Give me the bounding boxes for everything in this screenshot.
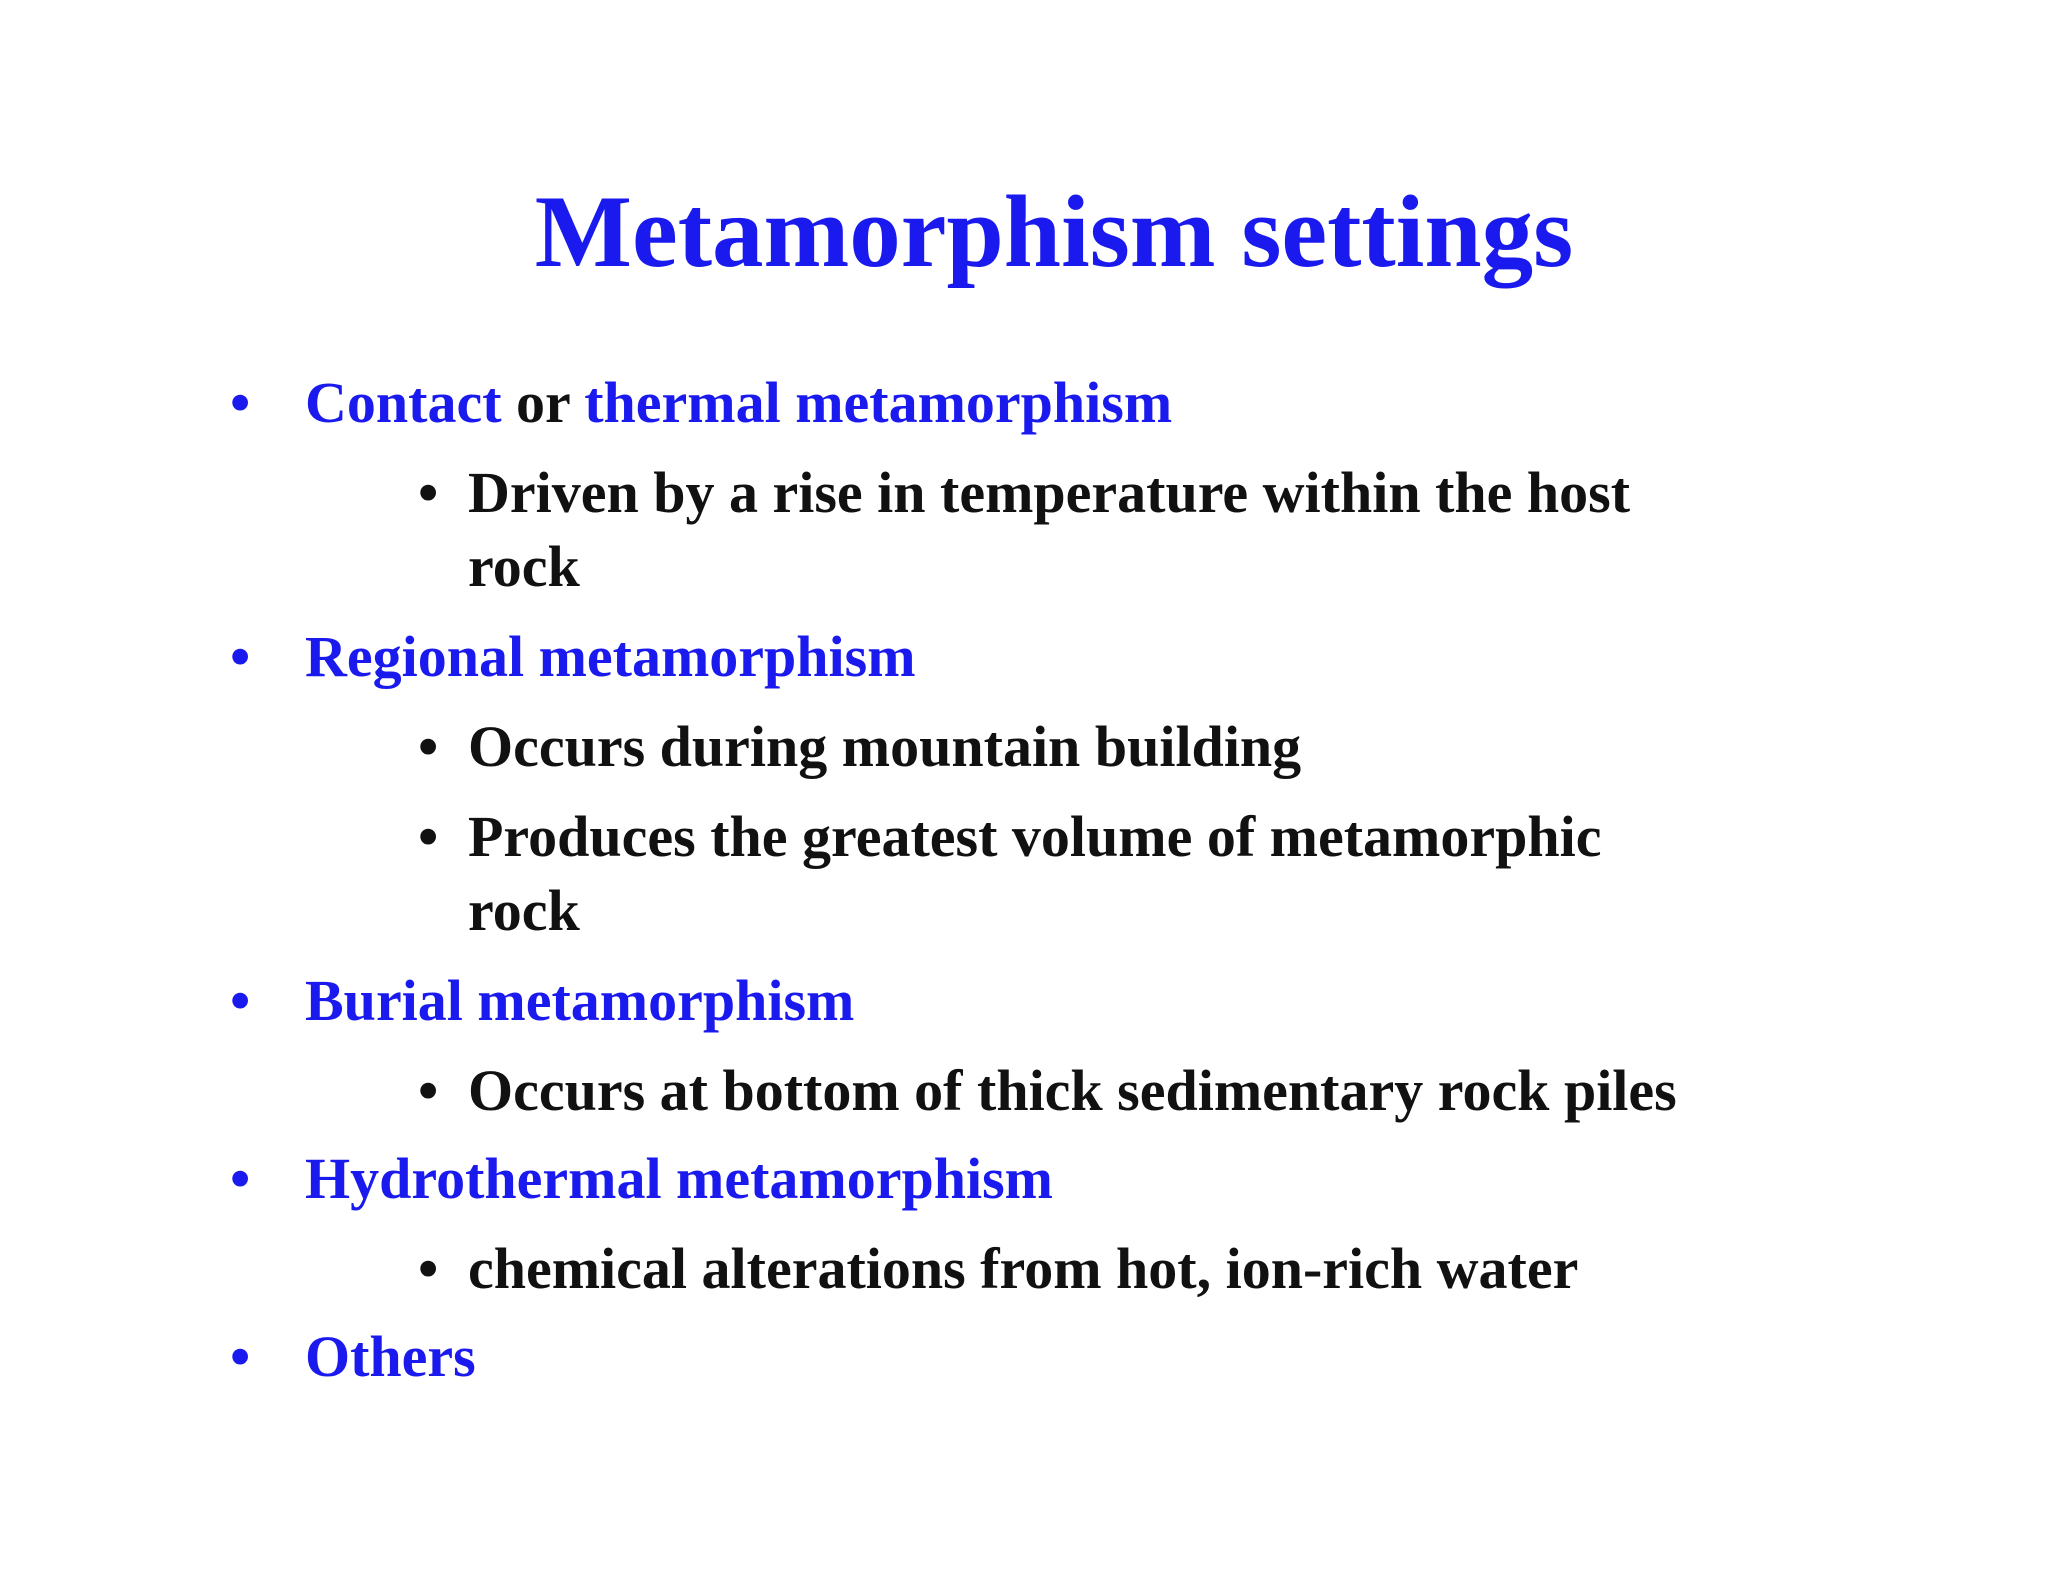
bullet-text: Hydrothermal metamorphism bbox=[305, 1146, 1053, 1211]
bullet-icon: • bbox=[230, 370, 251, 435]
sub-bullet-text: Occurs at bottom of thick sedimentary rock piles bbox=[468, 1058, 1677, 1123]
sub-line: rock bbox=[468, 534, 580, 599]
bullet-text: Others bbox=[305, 1324, 476, 1389]
bullet-text: Burial metamorphism bbox=[305, 968, 855, 1033]
sub-bullet-text: chemical alterations from hot, ion-rich water bbox=[468, 1236, 1579, 1301]
sub-bullet-text bbox=[468, 456, 1788, 604]
bullet-icon: • bbox=[418, 714, 439, 779]
bullet-icon: • bbox=[230, 624, 251, 689]
bullet-icon: • bbox=[230, 1324, 251, 1389]
bullet-text bbox=[305, 366, 1172, 440]
bullet-icon: • bbox=[418, 804, 439, 869]
term-thermal: thermal metamorphism bbox=[584, 370, 1173, 435]
bullet-icon: • bbox=[230, 1146, 251, 1211]
sub-bullet-text: Occurs during mountain building bbox=[468, 714, 1302, 779]
bullet-text: Regional metamorphism bbox=[305, 624, 916, 689]
sub-line: Driven by a rise in temperature within the host bbox=[468, 460, 1631, 525]
bullet-icon: • bbox=[418, 1058, 439, 1123]
sub-bullet-text bbox=[468, 800, 1788, 948]
bullet-icon: • bbox=[418, 460, 439, 525]
bullet-icon: • bbox=[418, 1236, 439, 1301]
sub-line: rock bbox=[468, 878, 580, 943]
slide-title: Metamorphism settings bbox=[534, 175, 1574, 289]
bullet-icon: • bbox=[230, 968, 251, 1033]
term-contact: Contact bbox=[305, 370, 502, 435]
joiner-or: or bbox=[501, 370, 585, 435]
sub-line: Produces the greatest volume of metamorphic bbox=[468, 804, 1602, 869]
